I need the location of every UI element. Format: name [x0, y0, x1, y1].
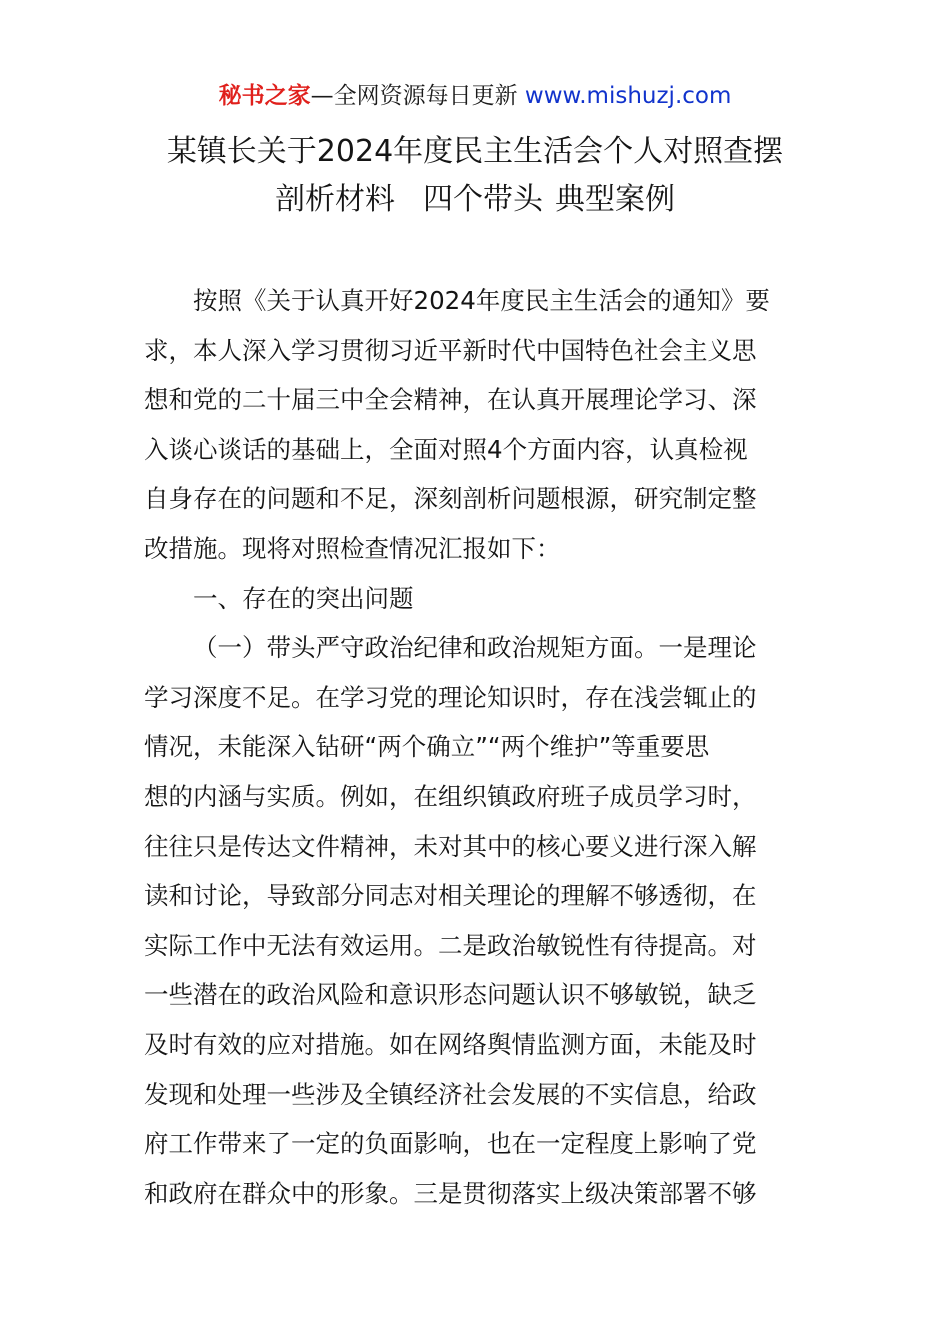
site-header [0, 80, 950, 112]
site-url-link[interactable]: www.mishuzj.com [524, 83, 732, 109]
body-line: 求，本人深入学习贯彻习近平新时代中国特色社会主义思 [144, 335, 757, 365]
brand-name: 秘书之家 [218, 83, 311, 109]
body-line: 和政府在群众中的形象。三是贯彻落实上级决策部署不够 [144, 1178, 757, 1208]
body-line: 按照《关于认真开好2024年度民主生活会的通知》要 [193, 286, 770, 315]
body-line: 想和党的二十届三中全会精神，在认真开展理论学习、深 [144, 385, 757, 415]
title-line-2-part-3: 典型案例 [555, 182, 675, 217]
body-line: 入谈心谈话的基础上，全面对照4个方面内容，认真检视 [144, 434, 748, 464]
body-line: 一些潜在的政治风险和意识形态问题认识不够敏锐，缺乏 [144, 980, 757, 1010]
body-line: 往往只是传达文件精神，未对其中的核心要义进行深入解 [144, 831, 757, 861]
title-line-2-part-1: 剖析材料 [275, 182, 395, 217]
body-line: 自身存在的问题和不足，深刻剖析问题根源，研究制定整 [144, 484, 757, 514]
body-line: 实际工作中无法有效运用。二是政治敏锐性有待提高。对 [144, 930, 757, 960]
body-line: 府工作带来了一定的负面影响，也在一定程度上影响了党 [144, 1129, 757, 1159]
body-line: （一）带头严守政治纪律和政治规矩方面。一是理论 [193, 633, 757, 663]
title-line-1: 某镇长关于2024年度民主生活会个人对照查摆 [166, 134, 784, 169]
body-line: 及时有效的应对措施。如在网络舆情监测方面，未能及时 [144, 1029, 757, 1059]
body-line: 学习深度不足。在学习党的理论知识时，存在浅尝辄止的 [144, 682, 757, 712]
body-line: 发现和处理一些涉及全镇经济社会发展的不实信息，给政 [144, 1079, 757, 1109]
header-tagline: —全网资源每日更新 [310, 83, 525, 109]
document-title [100, 128, 850, 224]
body-line: 改措施。现将对照检查情况汇报如下： [144, 533, 561, 563]
title-line-2-part-2: 四个带头 [423, 182, 543, 217]
body-line: 想的内涵与实质。例如，在组织镇政府班子成员学习时， [144, 781, 757, 811]
document-body [144, 276, 808, 1218]
section-heading: 一、存在的突出问题 [193, 583, 414, 613]
title-line-2 [100, 176, 850, 224]
body-line: 读和讨论，导致部分同志对相关理论的理解不够透彻，在 [144, 881, 757, 911]
body-line: 情况，未能深入钻研“两个确立”“两个维护”等重要思 [144, 732, 710, 762]
